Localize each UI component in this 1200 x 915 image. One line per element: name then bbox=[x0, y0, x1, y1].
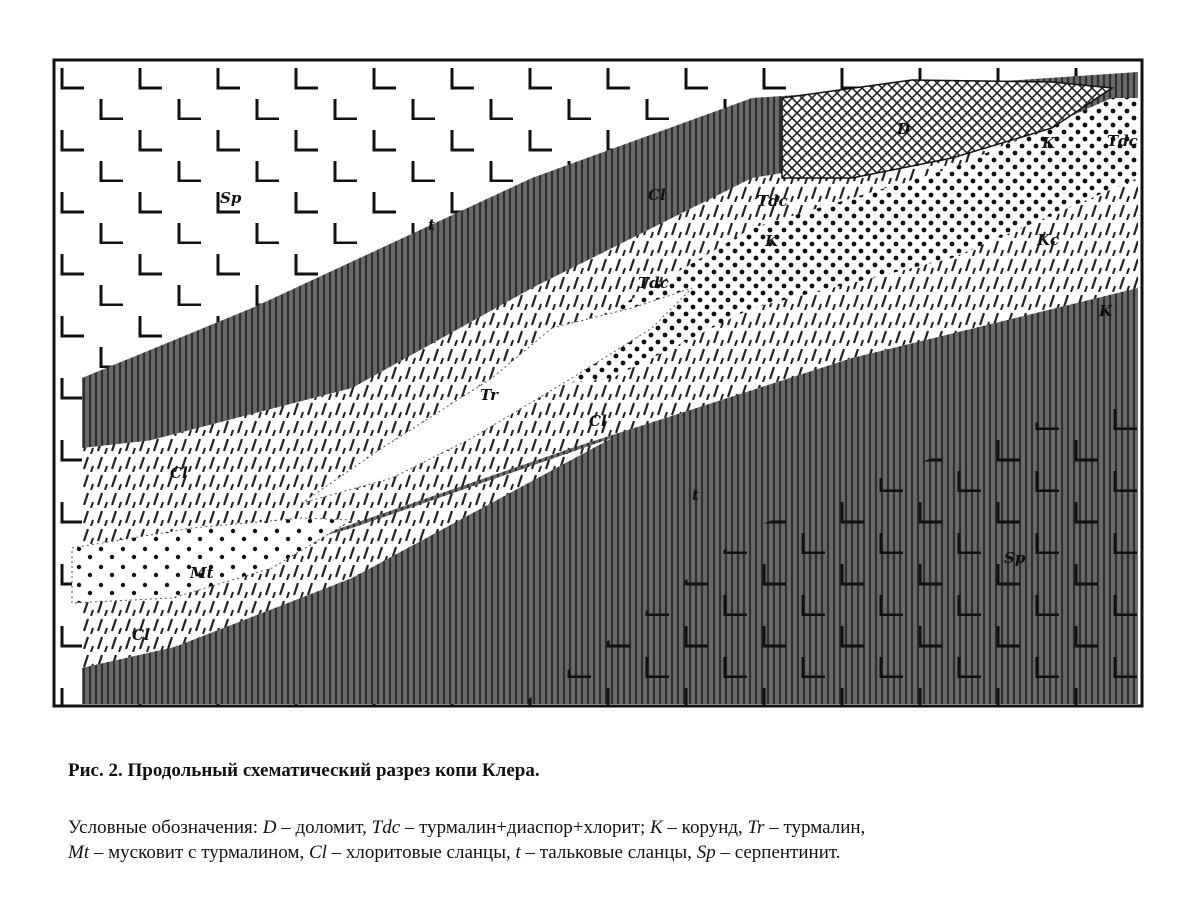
legend-symbol-k: K bbox=[649, 817, 663, 838]
label-kc: Kc bbox=[1037, 231, 1060, 249]
legend-text-cl: – хлоритовые сланцы, bbox=[326, 842, 516, 863]
label-sp-upper: Sp bbox=[220, 189, 242, 207]
label-tdc-middle: Tdc bbox=[757, 192, 788, 210]
label-cl-middle: Cl bbox=[589, 412, 607, 430]
label-tr: Tr bbox=[480, 386, 498, 404]
label-tdc-lower: Tdc bbox=[638, 274, 669, 292]
legend-symbol-sp: Sp bbox=[696, 842, 716, 863]
label-cl-bottom: Cl bbox=[132, 626, 150, 644]
label-tdc-right: Tdc bbox=[1107, 132, 1138, 150]
legend-text-sp: – серпентинит. bbox=[715, 842, 841, 863]
legend-symbol-cl: Cl bbox=[308, 842, 327, 863]
legend-text-t: – тальковые сланцы, bbox=[520, 842, 697, 863]
label-cl-upper: Cl bbox=[648, 186, 666, 204]
legend-intro: Условные обозначения: bbox=[68, 817, 259, 838]
legend-symbol-t: t bbox=[515, 842, 521, 863]
figure-caption-title: Рис. 2. Продольный схематический разрез копи Клера. bbox=[68, 760, 540, 781]
label-cl-left: Cl bbox=[170, 464, 188, 482]
legend-text-tdc: – турмалин+диаспор+хлорит; bbox=[400, 817, 650, 838]
label-t-upper: t bbox=[428, 216, 435, 234]
geologic-section-figure bbox=[52, 58, 1144, 708]
label-mt: Mt bbox=[190, 564, 214, 582]
label-k-upper: K bbox=[1042, 134, 1056, 152]
legend-text-tr: – турмалин, bbox=[764, 817, 866, 838]
label-sp-lower: Sp bbox=[1004, 549, 1026, 567]
legend-symbol-tdc: Tdc bbox=[371, 817, 401, 838]
figure-legend bbox=[68, 815, 1148, 865]
legend-symbol-mt: Mt bbox=[68, 842, 90, 863]
label-k-edge: K bbox=[1099, 302, 1113, 320]
legend-symbol-tr: Tr bbox=[747, 817, 765, 838]
legend-text-k: – корунд, bbox=[662, 817, 748, 838]
legend-symbol-d: D bbox=[262, 817, 277, 838]
label-k-middle: K bbox=[765, 232, 779, 250]
legend-text-mt: – мусковит с турмалином, bbox=[89, 842, 309, 863]
label-t-lower: t bbox=[692, 486, 699, 504]
label-d: D bbox=[897, 120, 911, 138]
legend-text-d: – доломит, bbox=[276, 817, 372, 838]
